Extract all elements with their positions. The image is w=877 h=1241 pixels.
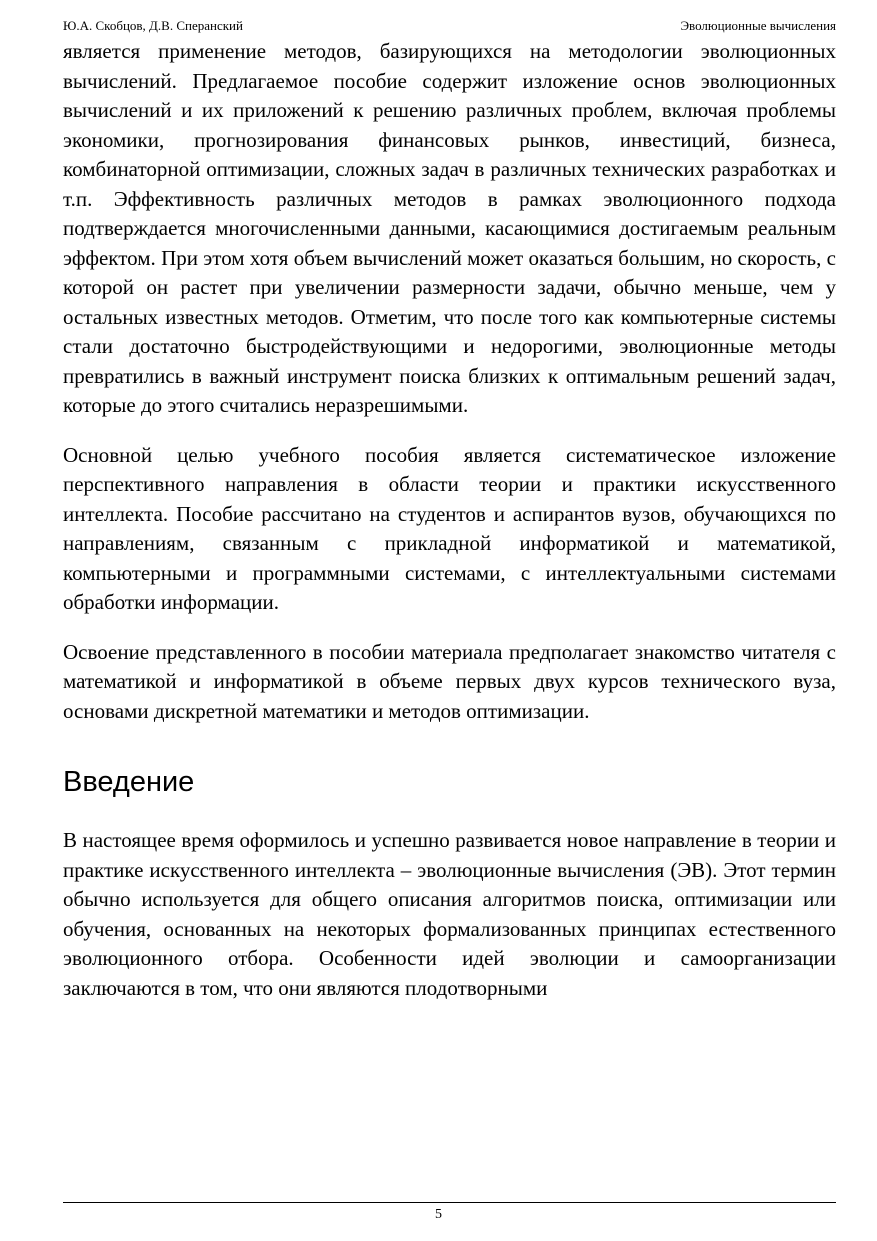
paragraph-introduction: В настоящее время оформилось и успешно развивается новое направление в теории и практике искусственного интеллекта – эволюционные вычисления (ЭВ). Этот термин обычно используется для общего описания алгоритмов поиска, оптимизации или обучения, основанных на некоторых формализованных принципах естественного эволюционного отбора. Особенности идей эволюции и самоорганизации заключаются в том, что они являются плодотворными — [63, 828, 836, 1000]
paragraph-purpose: Основной целью учебного пособия является систематическое изложение перспективного направления в области теории и практики искусственного интеллекта. Пособие рассчитано на студентов и аспирантов вузов, обучающихся по направлениям, связанным с прикладной информатикой и математикой, компьютерными и программными системами, с интеллектуальными системами обработки информации. — [63, 442, 836, 614]
running-header — [63, 17, 836, 35]
header-book-title: Эволюционные вычисления — [680, 18, 836, 33]
footer-divider — [63, 1202, 836, 1203]
page-number: 5 — [435, 1207, 442, 1222]
page-body — [63, 37, 836, 1003]
header-authors: Ю.А. Скобцов, Д.В. Сперанский — [63, 18, 243, 33]
section-title: Введение — [63, 766, 195, 798]
paragraph-prerequisites: Освоение представленного в пособии материала предполагает знакомство читателя с математикой и информатикой в объеме первых двух курсов технического вуза, основами дискретной математики и методов оптимизации. — [63, 639, 836, 723]
paragraph-continuation: является применение методов, базирующихся на методологии эволюционных вычислений. Предлагаемое пособие содержит изложение основ эволюционных вычислений и их приложений к решению различных проблем, включая проблемы экономики, прогнозирования финансовых рынков, инвестиций, бизнеса, комбинаторной оптимизации, сложных задач в различных технических разработках и т.п. Эффективность различных методов в рамках эволюционного подхода подтверждается многочисленными данными, касающимися достигаемым реальным эффектом. При этом хотя объем вычислений может оказаться большим, но скорость, с которой он растет при увеличении размерности задачи, обычно меньше, чем у остальных известных методов. Отметим, что после того как компьютерные системы стали достаточно быстродействующими и недорогими, эволюционные методы превратились в важный инструмент поиска близких к оптимальным решений задач, которые до этого считались неразрешимыми. — [63, 39, 836, 417]
